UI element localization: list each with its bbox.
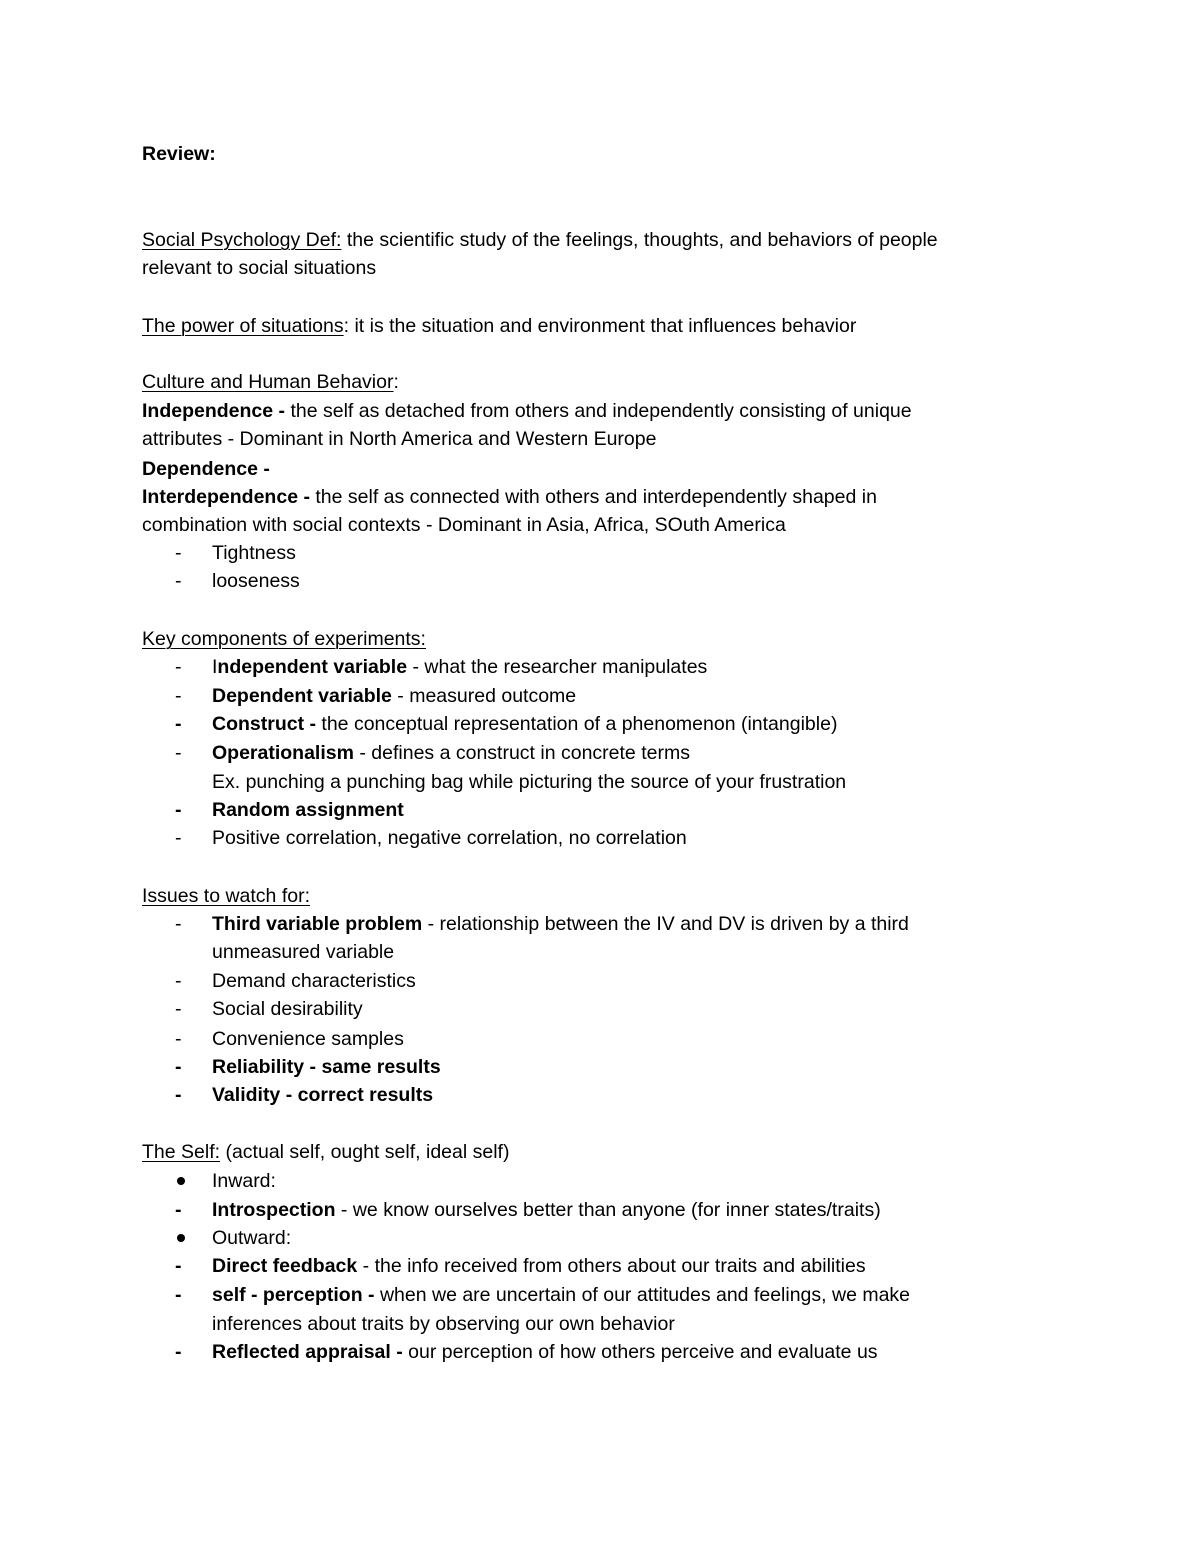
direct-feedback-def: - the info received from others about our traits and abilities: [357, 1255, 866, 1277]
dash-bullet: -: [175, 1284, 182, 1306]
culture-heading-colon: :: [393, 371, 399, 393]
list-item-text: Social desirability: [212, 998, 363, 1020]
operationalism-example: Ex. punching a punching bag while picturing the source of your frustration: [212, 771, 847, 793]
dash-bullet: -: [175, 970, 182, 992]
independence-line2: attributes - Dominant in North America and Western Europe: [142, 428, 657, 450]
dash-bullet: -: [175, 1056, 182, 1078]
self-heading: The Self:: [142, 1141, 221, 1163]
list-item-text: [212, 712, 837, 736]
list-item-text: [212, 741, 690, 765]
dash-bullet: -: [175, 542, 182, 564]
social-psych-term: Social Psychology Def:: [142, 229, 342, 251]
introspection-term: Introspection: [212, 1199, 336, 1221]
third-variable-def: - relationship between the IV and DV is driven by a third: [422, 913, 909, 935]
list-item-text: [212, 1198, 881, 1222]
iv-prefix: I: [212, 656, 218, 678]
dependence-term: Dependence -: [142, 458, 270, 480]
interdependence-line1: [142, 485, 877, 509]
dv-term: Dependent variable: [212, 685, 392, 707]
dash-bullet: -: [175, 1341, 182, 1363]
operationalism-def: - defines a construct in concrete terms: [353, 742, 690, 764]
independence-def: the self as detached from others and independently consisting of unique: [285, 400, 912, 422]
self-heading-line: [142, 1140, 509, 1164]
list-item-text: looseness: [212, 570, 300, 592]
social-psych-def-line2: relevant to social situations: [142, 257, 377, 279]
list-item-text: [212, 684, 576, 708]
third-variable-term: Third variable problem: [212, 913, 423, 935]
culture-heading-line: [142, 370, 399, 394]
dash-bullet: -: [175, 656, 182, 678]
reflected-appraisal-term: Reflected appraisal -: [212, 1341, 403, 1363]
self-perception-term: self - perception -: [212, 1284, 375, 1306]
culture-heading: Culture and Human Behavior: [142, 371, 394, 393]
interdependence-def: the self as connected with others and interdependently shaped in: [309, 486, 877, 508]
iv-term: ndependent variable: [217, 656, 408, 678]
bullet-dot-icon: [177, 1177, 185, 1185]
random-assignment-term: Random assignment: [212, 799, 404, 821]
power-of-situations-line: [142, 314, 856, 338]
list-item-text: [212, 912, 909, 936]
list-item-text: [212, 1254, 866, 1278]
social-psych-def-line1: [142, 228, 938, 252]
operationalism-term: Operationalism: [212, 742, 354, 764]
direct-feedback-term: Direct feedback: [212, 1255, 358, 1277]
dv-def: - measured outcome: [391, 685, 577, 707]
dash-bullet: -: [175, 1255, 182, 1277]
dash-bullet: -: [175, 1028, 182, 1050]
list-item-text: Inward:: [212, 1170, 276, 1192]
iv-def: - what the researcher manipulates: [407, 656, 708, 678]
independence-term: Independence -: [142, 400, 286, 422]
page-title: Review:: [142, 143, 216, 165]
list-item-text: [212, 1283, 910, 1307]
dash-bullet: -: [175, 799, 182, 821]
dash-bullet: -: [175, 1199, 182, 1221]
social-psych-def: the scientific study of the feelings, thoughts, and behaviors of people: [341, 229, 938, 251]
list-item-text: Demand characteristics: [212, 970, 416, 992]
reflected-appraisal-def: our perception of how others perceive and evaluate us: [402, 1341, 878, 1363]
list-item-text: [212, 655, 707, 679]
power-term: The power of situations: [142, 315, 344, 337]
list-item-text: Convenience samples: [212, 1028, 404, 1050]
dash-bullet: -: [175, 570, 182, 592]
self-perception-def-line2: inferences about traits by observing our own behavior: [212, 1313, 675, 1335]
construct-term: Construct -: [212, 713, 316, 735]
power-def: : it is the situation and environment that influences behavior: [343, 315, 857, 337]
dash-bullet: -: [175, 827, 182, 849]
bullet-dot-icon: [177, 1234, 185, 1242]
reliability-term: Reliability - same results: [212, 1056, 441, 1078]
experiments-heading: Key components of experiments:: [142, 628, 426, 650]
construct-def: the conceptual representation of a phenomenon (intangible): [316, 713, 838, 735]
independence-line1: [142, 399, 912, 423]
self-heading-suffix: (actual self, ought self, ideal self): [220, 1141, 510, 1163]
interdependence-line2: combination with social contexts - Dominant in Asia, Africa, SOuth America: [142, 514, 786, 536]
correlation-text: Positive correlation, negative correlation, no correlation: [212, 827, 687, 849]
list-item-text: Outward:: [212, 1227, 292, 1249]
third-variable-def-line2: unmeasured variable: [212, 941, 395, 963]
dash-bullet: -: [175, 998, 182, 1020]
issues-heading: Issues to watch for:: [142, 885, 310, 907]
dash-bullet: -: [175, 685, 182, 707]
self-perception-def: when we are uncertain of our attitudes and feelings, we make: [374, 1284, 911, 1306]
dash-bullet: -: [175, 742, 182, 764]
introspection-def: - we know ourselves better than anyone (for inner states/traits): [335, 1199, 881, 1221]
interdependence-term: Interdependence -: [142, 486, 310, 508]
dash-bullet: -: [175, 1084, 182, 1106]
dash-bullet: -: [175, 913, 182, 935]
dash-bullet: -: [175, 713, 182, 735]
list-item-text: Tightness: [212, 542, 296, 564]
validity-term: Validity - correct results: [212, 1084, 434, 1106]
list-item-text: [212, 1340, 878, 1364]
